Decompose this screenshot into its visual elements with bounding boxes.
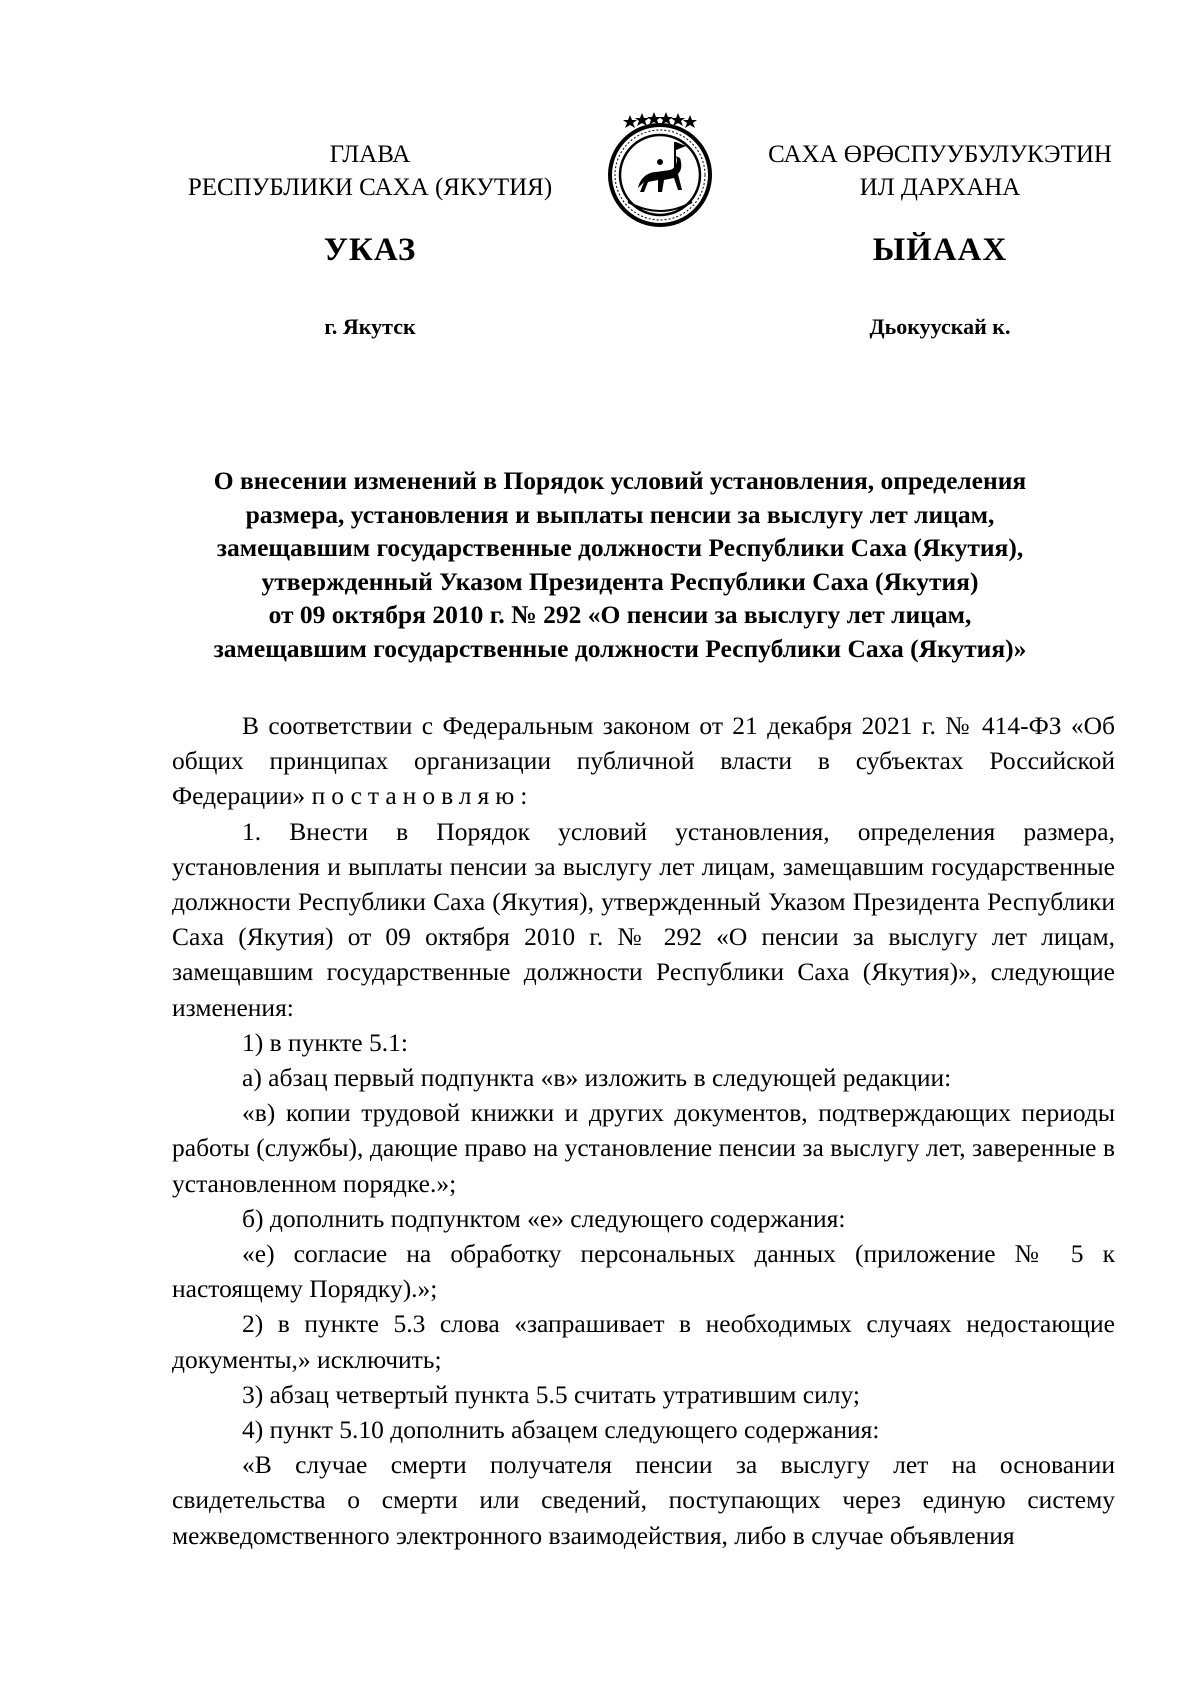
title-line-5: от 09 октября 2010 г. № 292 «О пенсии за выслугу лет лицам, [268, 600, 972, 629]
document-type-russian: УКАЗ [323, 232, 417, 268]
document-type-sakha: ЫЙААХ [872, 232, 1008, 268]
preamble-end: : [520, 781, 528, 811]
issuer-header-russian [150, 138, 590, 204]
title-line-2: размера, установления и выплаты пенсии за выслугу лет лицам, [245, 499, 995, 529]
clause-1-2-paragraph: 2) в пункте 5.3 слова «запрашивает в необходимых случаях недостающие документы,» исключить; [172, 1309, 1115, 1374]
clause-1-4-paragraph: 4) пункт 5.10 дополнить абзацем следующего содержания: [242, 1415, 880, 1445]
clause-1-1-a-text-paragraph: «в) копии трудовой книжки и других документов, подтверждающих периоды работы (службы), дающие право на установление пенсии за выслугу лет, заверенные в установленном порядке.»; [172, 1098, 1115, 1198]
title-line-4: утвержденный Указом Президента Республики Саха (Якутия) [261, 566, 979, 596]
clause-1-1-b-text-paragraph: «е) согласие на обработку персональных данных (приложение № 5 к настоящему Порядку).»; [172, 1239, 1115, 1304]
title-line-3: замещавшим государственные должности Республики Саха (Якутия), [216, 533, 1024, 562]
issuer-line-1: ГЛАВА [329, 141, 411, 168]
city-russian: г. Якутск [324, 314, 416, 339]
sakha-republic-emblem-icon [590, 110, 730, 230]
issuer-sakha-line-2: ИЛ ДАРХАНА [859, 174, 1021, 201]
issuer-header-sakha [740, 138, 1140, 204]
clause-1-4-text-paragraph: «В случае смерти получателя пенсии за выслугу лет на основании свидетельства о смерти или сведений, поступающих через единую систему межведомственного электронного взаимодействия, либо в случае объявления [172, 1450, 1115, 1550]
clause-1-1-paragraph: 1) в пункте 5.1: [242, 1027, 408, 1057]
city-sakha: Дьокуускай к. [869, 314, 1011, 339]
issuer-sakha-line-1: САХА ӨРӨСПУУБУЛУКЭТИН [768, 141, 1112, 168]
title-line-1: О внесении изменений в Порядок условий установления, определения [213, 466, 1027, 495]
preamble-text: В соответствии с Федеральным законом от 21 декабря 2021 г. № 414-ФЗ «Об общих принципах организации публичной власти в субъектах Российской Федерации» [172, 711, 1115, 811]
preamble-paragraph [172, 708, 1115, 814]
resolution-word: постановляю [311, 781, 521, 811]
document-title [150, 464, 1090, 665]
document-body [172, 708, 1115, 1553]
clause-1-1-a-paragraph: а) абзац первый подпункта «в» изложить в следующей редакции: [242, 1063, 952, 1093]
clause-1-3-paragraph: 3) абзац четвертый пункта 5.5 считать утратившим силу; [242, 1379, 860, 1409]
title-line-6: замещавшим государственные должности Республики Саха (Якутия)» [213, 633, 1027, 663]
clause-1-paragraph: 1. Внести в Порядок условий установления, определения размера, установления и выплаты пенсии за выслугу лет лицам, замещавшим государственные должности Республики Саха (Якутия), утвержденный Указом Президента Республики Саха (Якутия) от 09 октября 2010 г. № 292 «О пенсии за выслугу лет лицам, замещавшим государственные должности Республики Саха (Якутия)», следующие изменения: [172, 816, 1115, 1022]
issuer-line-2: РЕСПУБЛИКИ САХА (ЯКУТИЯ) [187, 174, 553, 201]
clause-1-1-b-paragraph: б) дополнить подпунктом «е» следующего содержания: [242, 1203, 846, 1233]
